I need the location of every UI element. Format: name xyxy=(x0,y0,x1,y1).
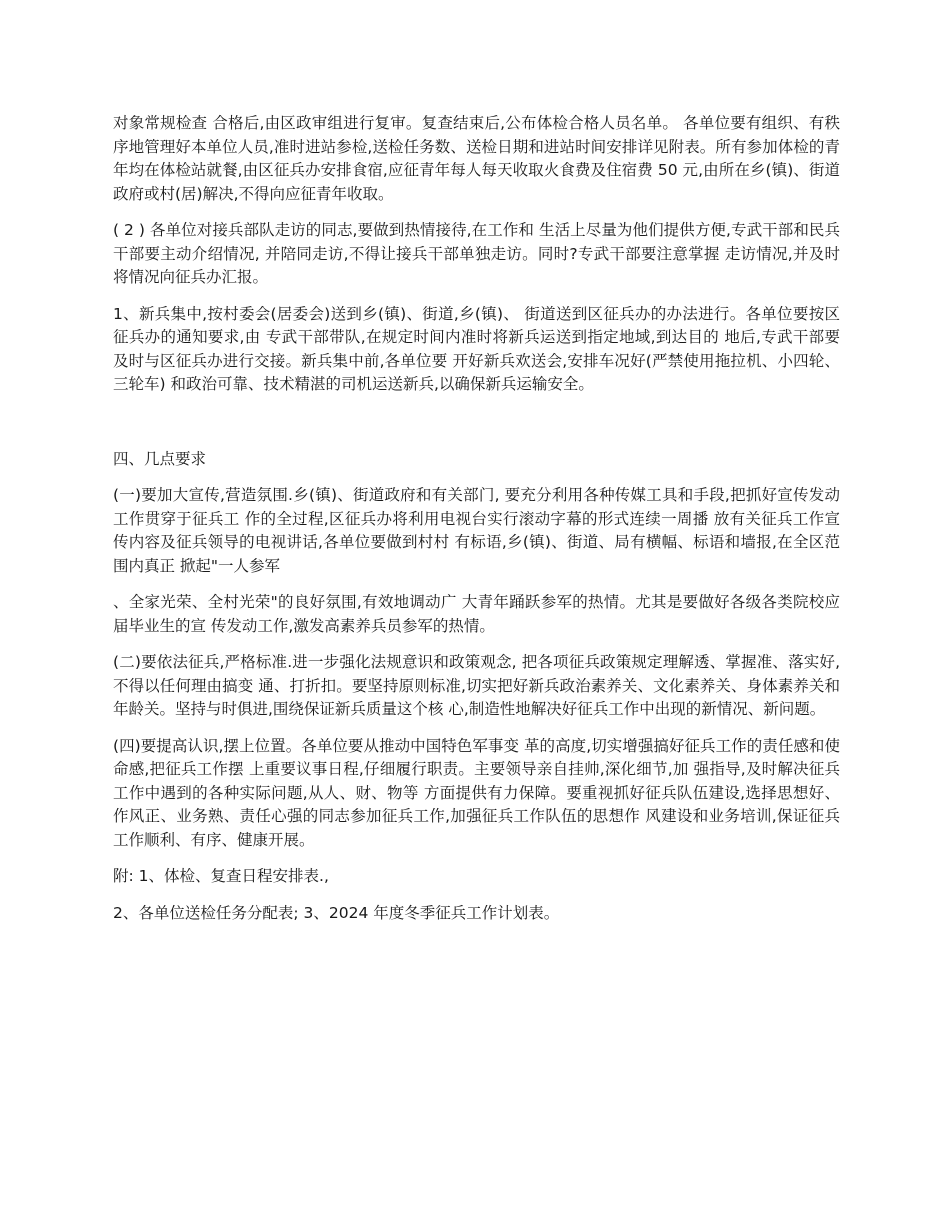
paragraph-publicity-continued: 、全家光荣、全村光荣"的良好氛围,有效地调动广 大青年踊跃参军的热情。尤其是要做好各级各类院校应届毕业生的宣 传发动工作,激发高素养兵员参军的热情。 xyxy=(113,593,840,635)
paragraph-receive-recruiting-units: ( 2 ) 各单位对接兵部队走访的同志,要做到热情接待,在工作和 生活上尽量为他们提供方便,专武干部和民兵干部要主动介绍情况, 并陪同走访,不得让接兵干部单独走访。同时?专武干部要注意掌握 走访情况,并及时将情况向征兵办汇报。 xyxy=(113,221,840,286)
paragraph-publicity: (一)要加大宣传,营造氛围.乡(镇)、街道政府和有关部门, 要充分利用各种传媒工具和手段,把抓好宣传发动工作贯穿于征兵工 作的全过程,区征兵办将利用电视台实行滚动字幕的形式连续一周播 放有关征兵工作宣传内容及征兵领导的电视讲话,各单位要做到村村 有标语,乡(镇)、街道、局有横幅、标语和墙报,在全区范围内真正 掀起"一人参军 xyxy=(113,486,840,575)
paragraph-lawful-recruitment: (二)要依法征兵,严格标准.进一步强化法规意识和政策观念, 把各项征兵政策规定理解透、掌握准、落实好,不得以任何理由搞变 通、打折扣。要坚持原则标准,切实把好新兵政治素养关、文化素养关、身体素养关和年龄关。坚持与时俱进,围绕保证新兵质量这个核 心,制造性地解决好征兵工作中出现的新情况、新问题。 xyxy=(113,653,840,718)
section-heading-requirements: 四、几点要求 xyxy=(113,449,207,468)
paragraph-raise-awareness: (四)要提高认识,摆上位置。各单位要从推动中国特色军事变 革的高度,切实增强搞好征兵工作的责任感和使命感,把征兵工作摆 上重要议事日程,仔细履行职责。主要领导亲自挂帅,深化细节,加 强指导,及时解决征兵工作中遇到的各种实际问题,从人、财、物等 方面提供有力保障。要重视抓好征兵队伍建设,选择思想好、作风正、业务熟、责任心强的同志参加征兵工作,加强征兵工作队伍的思想作 风建设和业务培训,保证征兵工作顺利、有序、健康开展。 xyxy=(113,736,840,849)
attachment-line-2: 2、各单位送检任务分配表; 3、2024 年度冬季征兵工作计划表。 xyxy=(113,903,560,922)
paragraph-physical-exam-review: 对象常规检查 合格后,由区政审组进行复审。复查结束后,公布体检合格人员名单。 各单位要有组织、有秩序地管理好本单位人员,准时进站参检,送检任务数、送检日期和进站时间安排详见附表。所有参加体检的青年均在体检站就餐,由区征兵办安排食宿,应征青年每人每天收取火食费及住宿费 50 元,由所在乡(镇)、街道政府或村(居)解决,不得向应征青年收取。 xyxy=(113,114,840,203)
document-page xyxy=(113,112,840,938)
paragraph-recruit-assembly: 1、新兵集中,按村委会(居委会)送到乡(镇)、街道,乡(镇)、 街道送到区征兵办的办法进行。各单位要按区征兵办的通知要求,由 专武干部带队,在规定时间内准时将新兵运送到指定地域,到达目的 地后,专武干部要及时与区征兵办进行交接。新兵集中前,各单位要 开好新兵欢送会,安排车况好(严禁使用拖拉机、小四轮、三轮车) 和政治可靠、技术精湛的司机运送新兵,以确保新兵运输安全。 xyxy=(113,304,840,393)
attachment-line-1: 附: 1、体检、复查日程安排表., xyxy=(113,867,329,885)
section-spacer xyxy=(113,410,840,448)
